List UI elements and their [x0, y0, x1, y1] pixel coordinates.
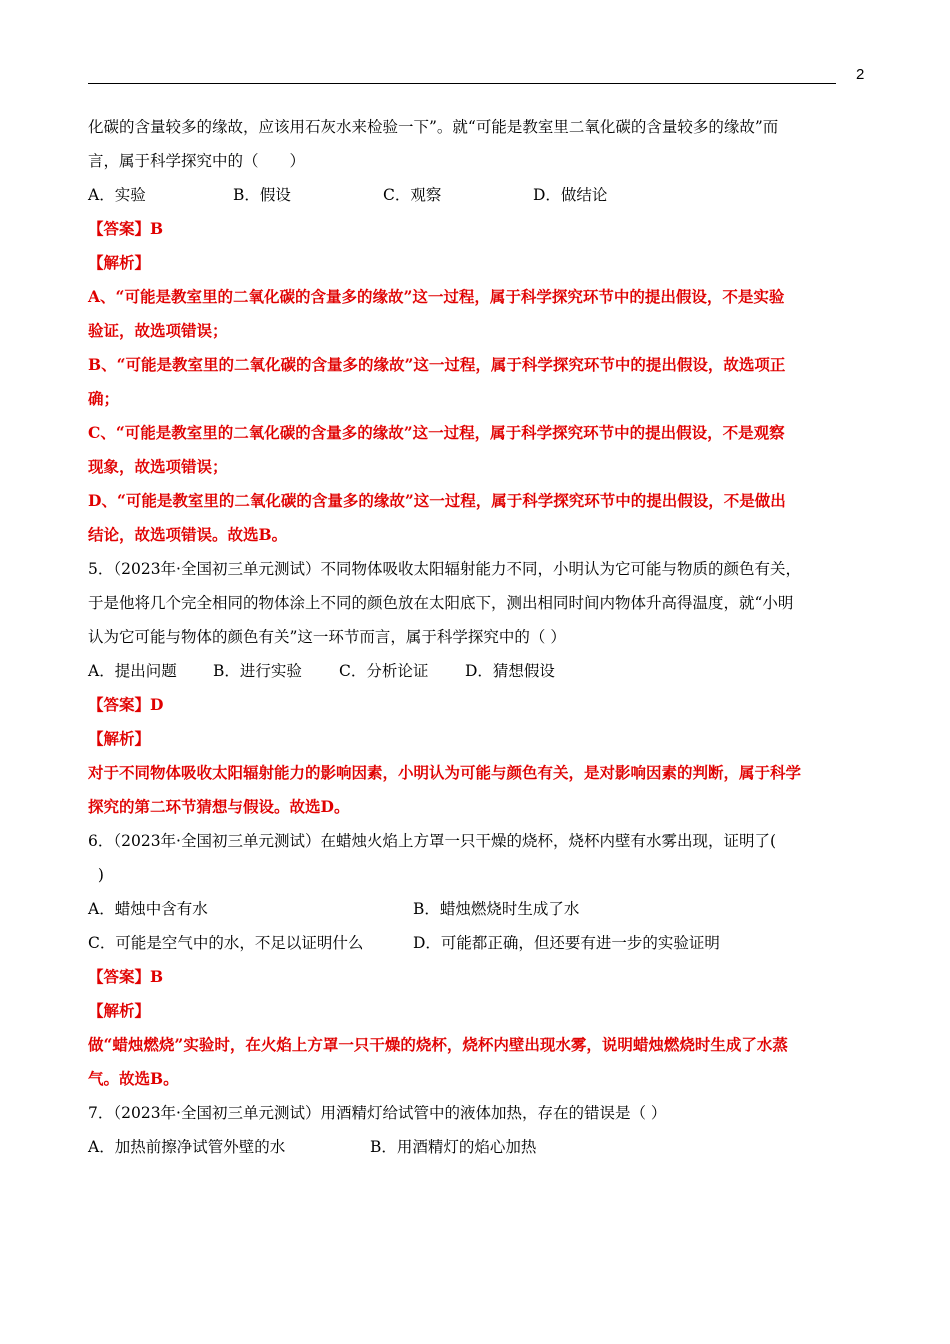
document-body	[88, 112, 863, 1166]
analysis-text: 现象，故选项错误；	[88, 457, 228, 476]
option-b: B．假设	[233, 186, 291, 204]
option-b: B．蜡烛燃烧时生成了水	[413, 900, 580, 918]
page-number: 2	[856, 66, 865, 83]
question-text: 于是他将几个完全相同的物体涂上不同的颜色放在太阳底下，测出相同时间内物体升高得温度，就“小明	[88, 594, 794, 612]
analysis-text: 做“蜡烛燃烧”实验时，在火焰上方罩一只干燥的烧杯，烧杯内壁出现水雾，说明蜡烛燃烧时生成了水蒸	[88, 1035, 788, 1054]
analysis-label: 【解析】	[88, 253, 151, 272]
options-row	[88, 1132, 863, 1166]
option-d: D．做结论	[533, 186, 608, 204]
analysis-text: 结论，故选项错误。故选B。	[88, 525, 288, 544]
option-b: B．进行实验	[213, 662, 302, 680]
analysis-label: 【解析】	[88, 729, 151, 748]
question-text: 6．（2023年·全国初三单元测试）在蜡烛火焰上方罩一只干燥的烧杯，烧杯内壁有水雾出现，证明了(	[88, 832, 777, 850]
option-a: A．蜡烛中含有水	[88, 900, 208, 918]
options-row	[88, 928, 863, 962]
analysis-text: 气。故选B。	[88, 1069, 179, 1088]
analysis-text: 确；	[88, 389, 120, 408]
answer: 【答案】B	[88, 967, 164, 986]
analysis-text: A、“可能是教室里的二氧化碳的含量多的缘故”这一过程，属于科学探究环节中的提出假设，不是实验	[88, 287, 785, 306]
answer: 【答案】B	[88, 219, 164, 238]
question-text: 7．（2023年·全国初三单元测试）用酒精灯给试管中的液体加热，存在的错误是（ ）	[88, 1104, 667, 1122]
question-text: 认为它可能与物体的颜色有关”这一环节而言，属于科学探究中的（ ）	[88, 628, 566, 646]
analysis-text: C、“可能是教室里的二氧化碳的含量多的缘故”这一过程，属于科学探究环节中的提出假设，不是观察	[88, 423, 785, 442]
question-text: )	[88, 866, 104, 884]
options-row	[88, 656, 863, 690]
option-b: B．用酒精灯的焰心加热	[370, 1138, 537, 1156]
option-d: D．可能都正确，但还要有进一步的实验证明	[413, 934, 720, 952]
options-row	[88, 180, 863, 214]
option-a: A．实验	[88, 186, 146, 204]
option-c: C．可能是空气中的水，不足以证明什么	[88, 934, 364, 952]
analysis-text: 验证，故选项错误；	[88, 321, 228, 340]
option-a: A．加热前擦净试管外壁的水	[88, 1138, 286, 1156]
option-c: C．观察	[383, 186, 442, 204]
question-text: 5．（2023年·全国初三单元测试）不同物体吸收太阳辐射能力不同，小明认为它可能与物质的颜色有关，	[88, 560, 801, 578]
question-text: 言，属于科学探究中的（ ）	[88, 152, 306, 170]
option-c: C．分析论证	[339, 662, 429, 680]
analysis-label: 【解析】	[88, 1001, 151, 1020]
option-a: A．提出问题	[88, 662, 177, 680]
analysis-text: B、“可能是教室里的二氧化碳的含量多的缘故”这一过程，属于科学探究环节中的提出假设，故选项正	[88, 355, 786, 374]
analysis-text: 探究的第二环节猜想与假设。故选D。	[88, 797, 350, 816]
answer: 【答案】D	[88, 695, 164, 714]
option-d: D．猜想假设	[465, 662, 555, 680]
header-rule	[88, 83, 836, 84]
options-row	[88, 894, 863, 928]
analysis-text: 对于不同物体吸收太阳辐射能力的影响因素，小明认为可能与颜色有关，是对影响因素的判断，属于科学	[88, 763, 802, 782]
analysis-text: D、“可能是教室里的二氧化碳的含量多的缘故”这一过程，属于科学探究环节中的提出假设，不是做出	[88, 491, 786, 510]
question-text: 化碳的含量较多的缘故，应该用石灰水来检验一下”。就“可能是教室里二氧化碳的含量较多的缘故”而	[88, 118, 779, 136]
